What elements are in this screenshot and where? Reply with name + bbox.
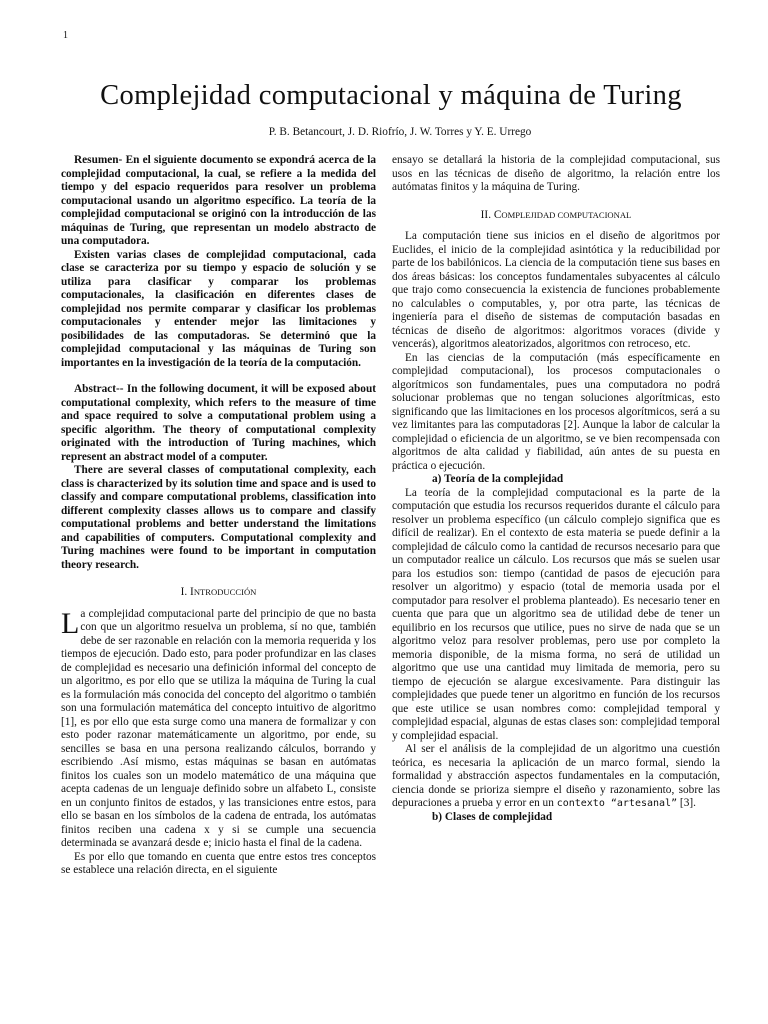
intro-paragraph-2: Es por ello que tomando en cuenta que entre estos tres conceptos se establece una relación directa, en el siguiente xyxy=(61,850,376,876)
intro-paragraph-1-text: a complejidad computacional parte del principio de que no basta con que un algoritmo resuelva un problema, sí no que, también debe de ser razonable en relación con la memoria requerida y los tiempos de ejecución. Dado esto, para poder profundizar en las clases de complejidad es necesario una definición informal del concepto de un algoritmo, es por ello que se utiliza la máquina de Turing la cual es la formulación más conocida del concepto del algoritmo o también son una formulación matemática del concepto intuitivo de algoritmo [1], es por ello que esta surge como una manera de formalizar y con esto poder razonar matemáticamente un algoritmo, por ende, su sencilles se basa en una persona realizando cálculos, borrando y escribiendo .Así mismo, estas máquinas se basan en autómatas finitos los cuales son un modelo matemático de una máquina que acepta cadenas de un lenguaje definido sobre un alfabeto L, consiste en un conjunto finitos de estados, y las transiciones entre estos, para ello se basan en los símbolos de la cadena de entrada, los autómatas finitos reciben una cadena x y si se cumple una secuencia determinada se avanzará desde e; inicio hasta el final de la cadena. xyxy=(61,607,376,849)
subsection-heading-clases: b) Clases de complejidad xyxy=(432,810,553,823)
intro-paragraph-1 xyxy=(61,608,376,851)
right-column xyxy=(392,154,720,824)
intro-continuation: ensayo se detallará la historia de la complejidad computacional, sus usos en las técnicas de diseño de algoritmo, la relación entre los autómatas finitos y la máquina de Turing. xyxy=(392,154,720,193)
resumen-paragraph-2: Existen varias clases de complejidad computacional, cada clase se caracteriza por su tiempo y espacio de solución y se utiliza para clasificar y comparar los problemas computacionales, la clasificación en diferentes clases de complejidad nos permite comparar y clasificar los problemas computacionales y entender mejor las limitaciones y posibilidades de las computadoras. Se determinó que la complejidad computacional y las máquinas de Turing son importantes en la investigación de la teoría de la computación. xyxy=(61,248,376,369)
teoria-paragraph-2 xyxy=(392,743,720,811)
paper-title: Complejidad computacional y máquina de Turing xyxy=(100,80,682,111)
subsection-heading-teoria: a) Teoría de la complejidad xyxy=(432,473,564,485)
abstract-paragraph-2: There are several classes of computational complexity, each class is characterized by its solution time and space and is used to classify and compare computational problems, classification into different complexity classes allows us to compare and classify computational problems and better understand the limitations and capabilities of computers. Computational complexity and Turing machines were found to be important in computation theory research. xyxy=(61,464,376,571)
section-heading-introduccion xyxy=(61,586,376,600)
abstract-paragraph-1: Abstract-- In the following document, it will be exposed about computational complexity, which refers to the measure of time and space required to solve a computational problem using a specific algorithm. The theory of computational complexity originated with the introduction of Turing machines, which represent an abstract model of a computer. xyxy=(61,383,376,463)
section-title-rest: OMPLEJIDAD COMPUTACIONAL xyxy=(501,209,632,220)
section-initial: C xyxy=(493,208,502,221)
teoria-paragraph-2-text: Al ser el análisis de la complejidad de un algoritmo una cuestión teórica, es necesaria la aplicación de un marco formal, siendo la formalidad y abstracción aspectos fundamentales en la computación, ciencia donde se prioriza siempre el diseño y razonamiento, sobre las depuraciones a prueba y error en un xyxy=(392,743,720,809)
complejidad-paragraph-1: La computación tiene sus inicios en el diseño de algoritmos por Euclides, el inicio de la complejidad asintótica y la reducibilidad por parte de los babilónicos. La ciencia de la computación tiene sus bases en dos áreas básicas: los conceptos fundamentales subyacentes al cálculo que trajo como consecuencia la existencia de funciones probablemente no calculables o computables, y, por otra parte, las técnicas de ingeniería para el diseño de sistemas de computación basadas en técnicas de diseño de algoritmos: algoritmos voraces (divide y vencerás), algoritmos aleatorizados, algoritmos con retroceso, etc. xyxy=(392,230,720,350)
section-number: II. xyxy=(480,208,494,221)
page-number: 1 xyxy=(63,30,68,41)
section-title-rest: NTRODUCCIÓN xyxy=(193,587,257,597)
complejidad-paragraph-2: En las ciencias de la computación (más específicamente en complejidad computacional), los procesos computacionales o algorítmicos son fundamentales, pues una computadora no podrá solucionar problemas que no tengan soluciones algorítmicas, esto significando que las limitaciones en los procesos algorítmicos, será a su vez limitantes para las computadoras [2]. Aunque la labor de calcular la complejidad o eficiencia de un algoritmo, se ve bien recompensada con algoritmos de alta calidad y fiabilidad, aún antes de su puesta en práctica o ejecución. xyxy=(392,351,720,472)
inline-code-text: contexto “artesanal” xyxy=(556,798,678,809)
resumen-paragraph-1: Resumen- En el siguiente documento se expondrá acerca de la complejidad computacional, la cual, se refiere a la medida del tiempo y del espacio requeridos para resolver un problema computacional usando un algoritmo específico. La teoría de la complejidad computacional se originó con la introducción de las máquinas de Turing, que representan un modelo abstracto de una computadora. xyxy=(61,154,376,247)
citation-3: [3]. xyxy=(677,797,696,809)
paper-authors: P. B. Betancourt, J. D. Riofrío, J. W. Torres y Y. E. Urrego xyxy=(268,126,532,138)
left-column xyxy=(61,154,376,878)
drop-cap: L xyxy=(61,606,80,640)
section-heading-complejidad xyxy=(392,209,720,223)
teoria-paragraph-1: La teoría de la complejidad computacional es la parte de la computación que estudia los recursos requeridos durante el cálculo para resolver un problema específico (un cálculo complejo significa que es difícil de realizar). En el contexto de esta materia se puede definir a la complejidad de cálculo como la cantidad de recursos necesario para que un computador realice un cálculo. Los recursos que más se suelen usar para los estudios son: tiempo (cantidad de pasos de ejecución para resolver un algoritmo) y espacio (total de memoria usada por el computador para resolver el problema planteado). Es necesario tener en cuenta que para que un algoritmo sea de utilidad debe de tener un equilibrio en los recursos que utilice, pues no sirve de nada que se un algoritmo veloz para resolver problemas, pero use por completo la memoria disponible, de la misma forma, no será de utilidad un algoritmo que use una cantidad muy limitada de memoria, pero su tiempo de ejecución se alargue excesivamente. Para distinguir las complejidades que puede tener un algoritmo en función de los recursos que este utilice se usan nombres como: complejidad temporal y complejidad espacial, algunas de estas clases son: complejidad temporal y complejidad espacial. xyxy=(392,486,720,742)
section-initial: I xyxy=(190,586,194,598)
section-number: I. xyxy=(180,586,191,598)
